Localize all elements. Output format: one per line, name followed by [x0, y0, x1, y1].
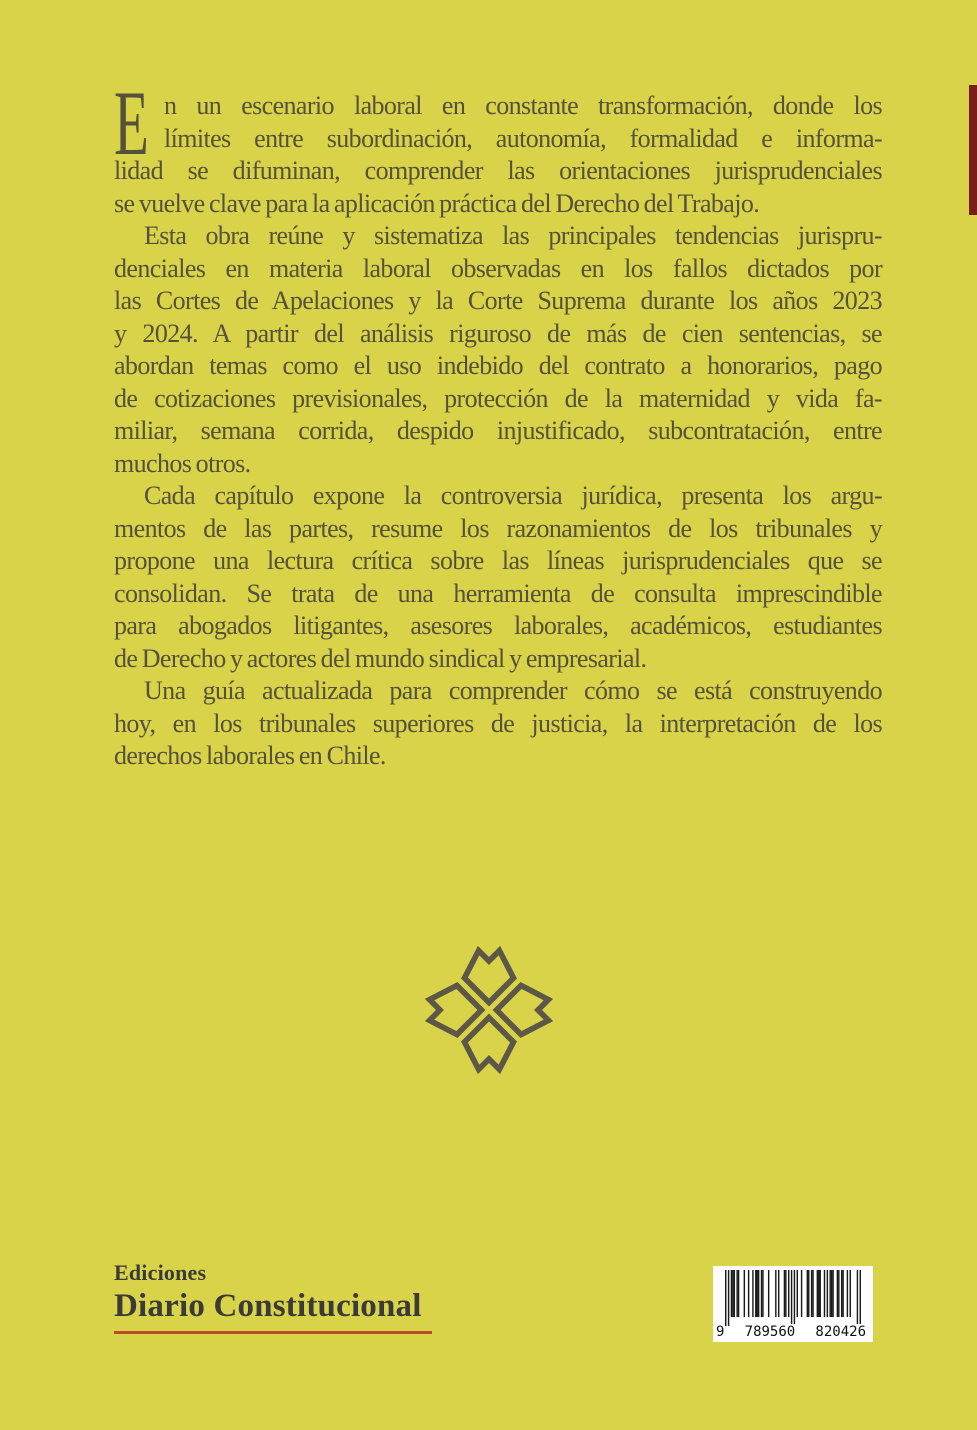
synopsis-line: y 2024. A partir del análisis riguroso de más de cien sentencias, se	[114, 318, 882, 348]
synopsis-line: miliar, semana corrida, despido injustificado, subcontratación, entre	[114, 416, 882, 445]
synopsis-paragraph-4	[114, 675, 882, 773]
synopsis-paragraph-3	[114, 480, 882, 675]
synopsis-line: abordan temas como el uso indebido del contrato a honorarios, pago	[114, 351, 882, 380]
synopsis-line: se vuelve clave para la aplicación práctica del Derecho del Trabajo.	[114, 188, 760, 218]
publisher-name: Diario Constitucional	[114, 1288, 422, 1324]
synopsis-line: lidad se difuminan, comprender las orientaciones jurisprudenciales	[114, 156, 882, 185]
barcode-group2: 820426	[815, 1324, 866, 1340]
synopsis-paragraph-2	[114, 220, 882, 480]
synopsis-line: propone una lectura crítica sobre las líneas jurisprudenciales que se	[114, 546, 882, 575]
isbn-barcode	[713, 1266, 873, 1342]
synopsis-line: Una guía actualizada para comprender cómo se está construyendo	[144, 676, 882, 705]
imprint-label: Ediciones	[114, 1260, 207, 1285]
synopsis-line: las Cortes de Apelaciones y la Corte Suprema durante los años 2023	[114, 286, 882, 315]
synopsis-text-block	[114, 72, 882, 773]
publisher-block	[114, 1260, 432, 1334]
synopsis-line: para abogados litigantes, asesores laborales, académicos, estudiantes	[114, 611, 882, 640]
barcode-prefix-digit: 9	[716, 1324, 725, 1340]
synopsis-line: Cada capítulo expone la controversia jurídica, presenta los argu-	[144, 481, 882, 510]
publisher-ornament-icon	[423, 944, 555, 1076]
publisher-underline	[114, 1331, 432, 1334]
barcode-digits	[715, 1324, 867, 1340]
synopsis-line: n un escenario laboral en constante transformación, donde los	[164, 91, 882, 120]
barcode-bars	[725, 1270, 861, 1326]
synopsis-line: muchos otros.	[114, 448, 251, 478]
synopsis-line: mentos de las partes, resume los razonamientos de los tribunales y	[114, 513, 882, 543]
synopsis-line: límites entre subordinación, autonomía, formalidad e informa-	[164, 123, 882, 153]
synopsis-line: derechos laborales en Chile.	[114, 741, 386, 770]
synopsis-paragraph-1	[114, 72, 882, 220]
synopsis-line: denciales en materia laboral observadas en los fallos dictados por	[114, 253, 882, 283]
dropcap-letter: E	[114, 72, 149, 174]
synopsis-line: de cotizaciones previsionales, protección de la maternidad y vida fa-	[114, 383, 882, 413]
synopsis-line: Esta obra reúne y sistematiza las principales tendencias jurispru-	[144, 221, 882, 250]
four-petal-mark-icon	[423, 944, 555, 1076]
cover-edge-red-accent	[969, 85, 977, 215]
barcode-group1: 789560	[744, 1324, 796, 1340]
synopsis-line: hoy, en los tribunales superiores de justicia, la interpretación de los	[114, 708, 882, 738]
synopsis-line: de Derecho y actores del mundo sindical y empresarial.	[114, 643, 647, 673]
synopsis-line: consolidan. Se trata de una herramienta de consulta imprescindible	[114, 578, 882, 608]
